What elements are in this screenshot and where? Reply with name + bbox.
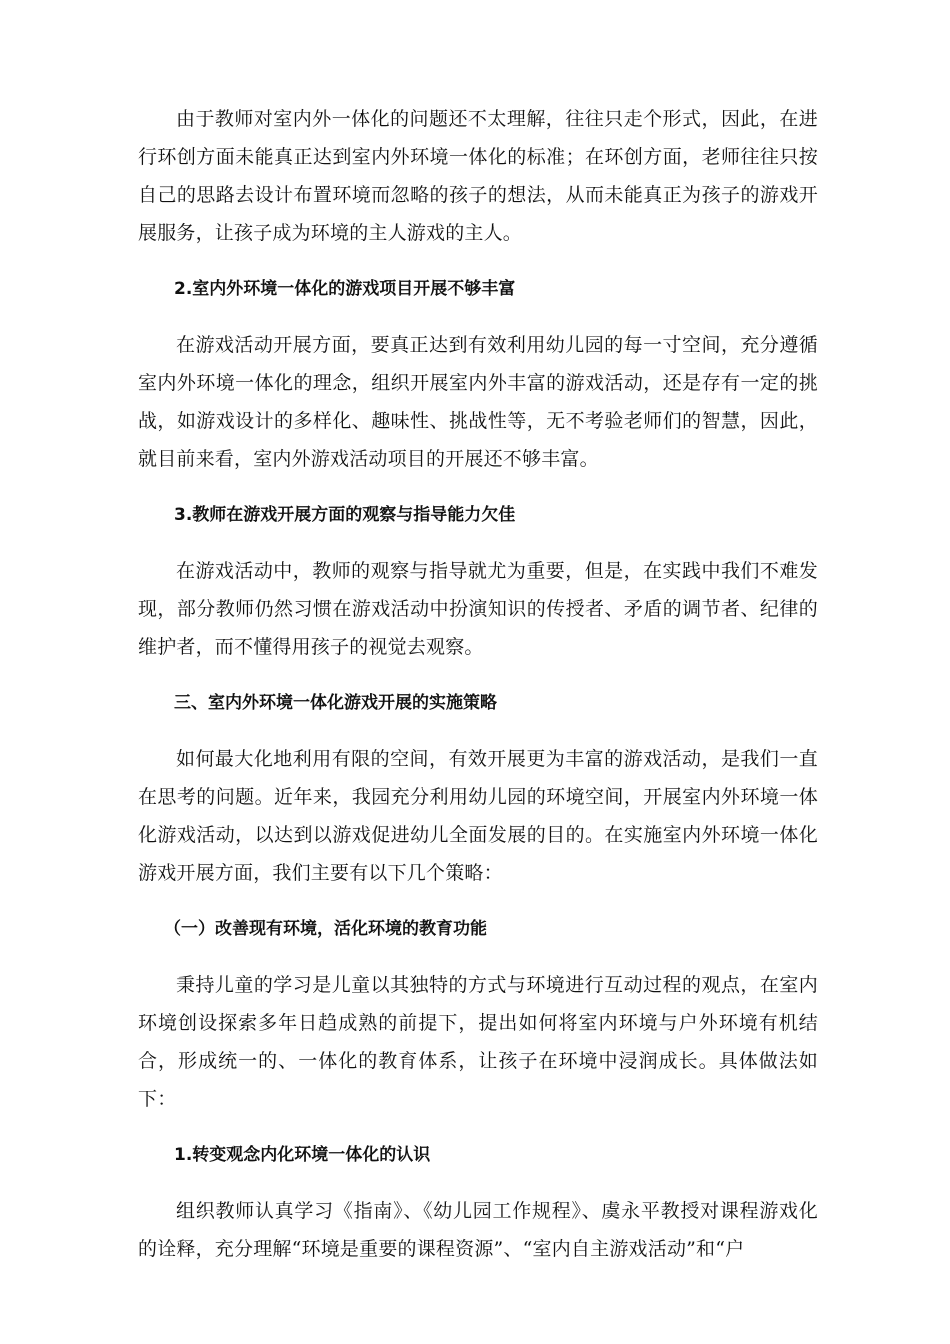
paragraph-3: 在游戏活动中，教师的观察与指导就尤为重要，但是，在实践中我们不难发现，部分教师仍然习惯在游戏活动中扮演知识的传授者、矛盾的调节者、纪律的维护者，而不懂得用孩子的视觉去观察。 [138,560,818,658]
paragraph-1: 由于教师对室内外一体化的问题还不太理解，往往只走个形式，因此，在进行环创方面未能真正达到室内外环境一体化的标准；在环创方面，老师往往只按自己的思路去设计布置环境而忽略的孩子的想法，从而未能真正为孩子的游戏开展服务，让孩子成为环境的主人游戏的主人。 [138,108,818,244]
paragraph-4: 如何最大化地利用有限的空间，有效开展更为丰富的游戏活动，是我们一直在思考的问题。近年来，我园充分利用幼儿园的环境空间，开展室内外环境一体化游戏活动，以达到以游戏促进幼儿全面发展的目的。在实施室内外环境一体化游戏开展方面，我们主要有以下几个策略： [138,748,818,884]
heading-3-teacher-observation: 3.教师在游戏开展方面的观察与指导能力欠佳 [174,505,516,525]
heading-2-activity-variety: 2.室内外环境一体化的游戏项目开展不够丰富 [174,279,516,299]
heading-1-change-concept: 1.转变观念内化环境一体化的认识 [174,1145,431,1165]
heading-subsection-one: （一）改善现有环境，活化环境的教育功能 [164,919,487,939]
paragraph-5: 秉持儿童的学习是儿童以其独特的方式与环境进行互动过程的观点，在室内环境创设探索多年日趋成熟的前提下，提出如何将室内环境与户外环境有机结合，形成统一的、一体化的教育体系，让孩子在环境中浸润成长。具体做法如下： [138,974,818,1110]
paragraph-2: 在游戏活动开展方面，要真正达到有效利用幼儿园的每一寸空间，充分遵循室内外环境一体化的理念，组织开展室内外丰富的游戏活动，还是存有一定的挑战，如游戏设计的多样化、趣味性、挑战性等，无不考验老师们的智慧，因此，就目前来看，室内外游戏活动项目的开展还不够丰富。 [138,334,818,470]
paragraph-6: 组织教师认真学习《指南》、《幼儿园工作规程》、虞永平教授对课程游戏化的诠释，充分理解“环境是重要的课程资源”、“室内自主游戏活动”和“户 [138,1200,818,1260]
document-page [138,100,818,1286]
heading-section-three: 三、室内外环境一体化游戏开展的实施策略 [174,693,497,713]
